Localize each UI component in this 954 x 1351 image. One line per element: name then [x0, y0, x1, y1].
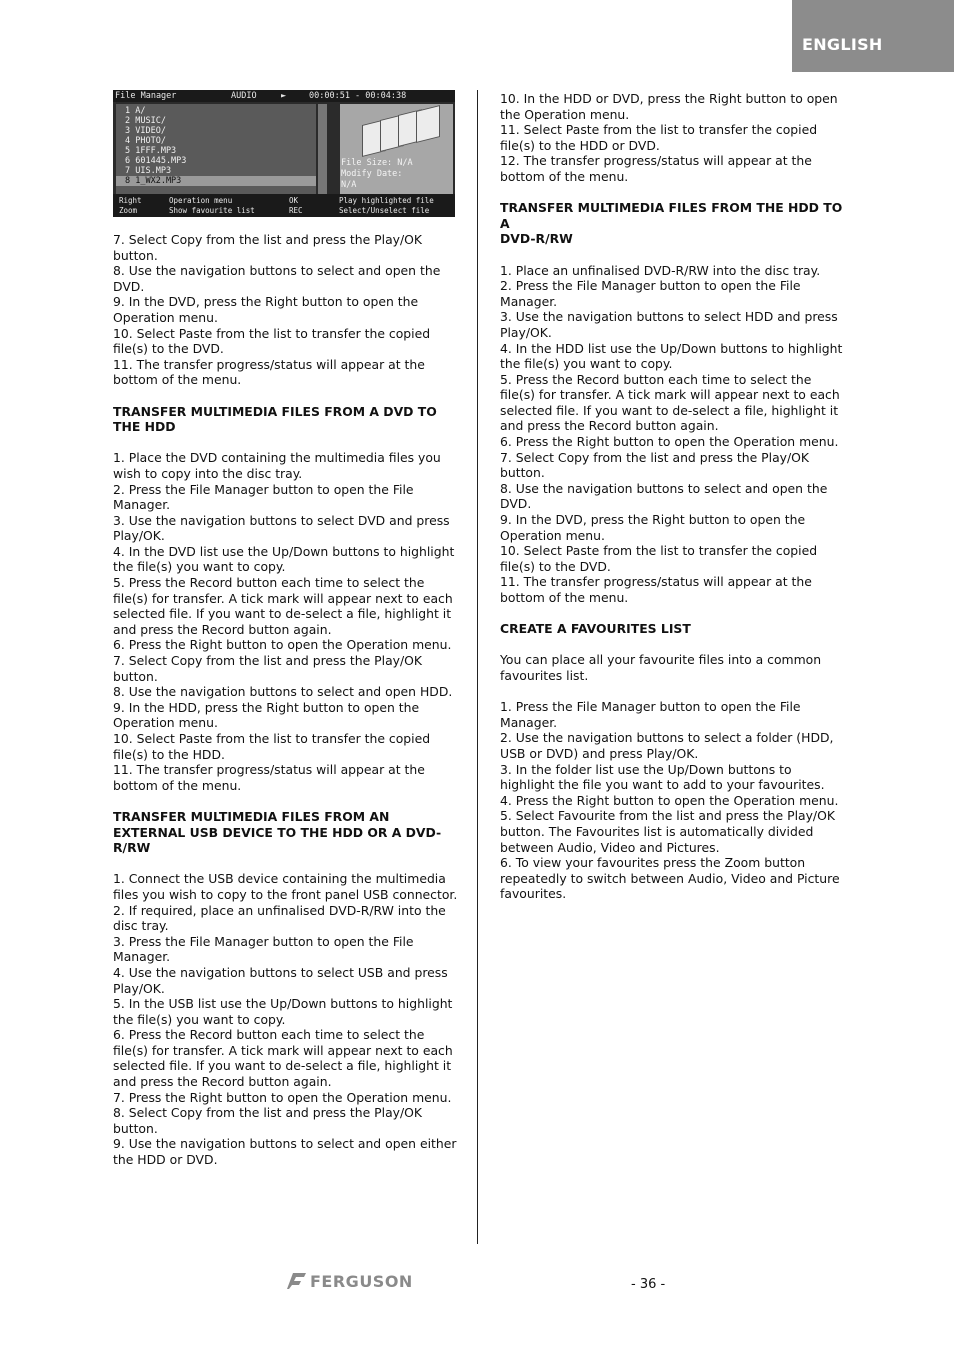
instruction-step: 1. Press the File Manager button to open the File Manager.: [500, 699, 801, 730]
instruction-step: 5. Select Favourite from the list and press the Play/OK button. The Favourites list is automatically divided between Audio, Video and Pictures.: [500, 808, 835, 855]
instruction-step: 7. Select Copy from the list and press the Play/OK button.: [113, 653, 423, 684]
instruction-step: 10. Select Paste from the list to transfer the copied file(s) to the DVD.: [500, 543, 818, 574]
instruction-step: 2. If required, place an unfinalised DVD-R/RW into the disc tray.: [113, 902, 446, 934]
instruction-step: 4. Use the navigation buttons to select USB and press Play/OK.: [113, 964, 448, 996]
instruction-step: 1. Place an unfinalised DVD-R/RW into the disc tray.: [500, 262, 821, 278]
paragraph-spacer: [500, 185, 845, 201]
instruction-step: 1. Connect the USB device containing the multimedia files you wish to copy to the front panel USB connector.: [113, 871, 458, 902]
help-text: Play highlighted file: [339, 196, 434, 205]
paragraph-spacer: [500, 606, 845, 622]
screenshot-top-bar: [113, 90, 455, 102]
instruction-step: 5. In the USB list use the Up/Down buttons to highlight the file(s) you want to copy.: [113, 996, 453, 1027]
paragraph-spacer: [113, 856, 458, 872]
help-key: Zoom: [119, 206, 138, 215]
paragraph-spacer: [113, 435, 458, 451]
instruction-step: 4. In the DVD list use the Up/Down buttons to highlight the file(s) you want to copy.: [113, 543, 455, 575]
instruction-step: 8. Use the navigation buttons to select and open the DVD.: [500, 480, 828, 512]
section-heading: TRANSFER MULTIMEDIA FILES FROM THE HDD TO A: [500, 200, 843, 231]
list-item: 1 A/: [125, 106, 146, 116]
help-key: REC: [289, 206, 303, 215]
column-divider: [477, 90, 478, 1244]
section-heading: TRANSFER MULTIMEDIA FILES FROM A DVD TO THE HDD: [113, 403, 437, 435]
brand-logo: [287, 1270, 413, 1292]
brand-name: FERGUSON: [310, 1271, 413, 1291]
paragraph-spacer: [113, 793, 458, 809]
instruction-step: 3. Use the navigation buttons to select DVD and press Play/OK.: [113, 512, 450, 544]
list-item: 3 VIDEO/: [125, 126, 166, 136]
instruction-step: 4. Press the Right button to open the Operation menu.: [500, 792, 839, 808]
list-item: 7 UIS.MP3: [125, 166, 172, 176]
instruction-step: 4. In the HDD list use the Up/Down buttons to highlight the file(s) you want to copy.: [500, 340, 843, 372]
list-item-selected: 8 1_WX2.MP3: [116, 176, 316, 186]
instruction-step: 6. Press the Right button to open the Operation menu.: [500, 434, 839, 450]
instruction-step: 1. Place the DVD containing the multimedia files you wish to copy into the disc tray.: [113, 450, 441, 481]
instruction-step: 8. Select Copy from the list and press the Play/OK button.: [113, 1105, 423, 1136]
language-label: ENGLISH: [802, 35, 883, 54]
instruction-step: 8. Use the navigation buttons to select and open the DVD.: [113, 263, 441, 294]
instruction-step: 7. Select Copy from the list and press the Play/OK button.: [113, 232, 423, 263]
help-key: OK: [289, 196, 299, 205]
screenshot-scrollbar: [318, 104, 327, 194]
instruction-step: 11. Select Paste from the list to transfer the copied file(s) to the HDD or DVD.: [500, 122, 818, 153]
instruction-step: 5. Press the Record button each time to select the file(s) for transfer. A tick mark will appear next to each selected file. If you want to de-select a file, highlight it and press the Record button again.: [500, 371, 840, 434]
file-manager-screenshot: [113, 90, 455, 217]
instruction-step: 9. In the DVD, press the Right button to open the Operation menu.: [500, 512, 806, 543]
instruction-step: 6. To view your favourites press the Zoom button repeatedly to switch between Audio, Video and Picture favourites.: [500, 855, 840, 902]
screenshot-tab: AUDIO: [231, 91, 257, 101]
screenshot-title: File Manager: [115, 91, 177, 101]
instruction-step: 7. Select Copy from the list and press the Play/OK button.: [500, 449, 810, 481]
instruction-step: 11. The transfer progress/status will appear at the bottom of the menu.: [113, 356, 425, 388]
instruction-step: 11. The transfer progress/status will appear at the bottom of the menu.: [500, 574, 812, 605]
right-column: [500, 91, 845, 902]
screenshot-date-value: N/A: [341, 180, 357, 190]
screenshot-modify-date: Modify Date:: [341, 169, 403, 179]
instruction-step: 2. Use the navigation buttons to select a folder (HDD, USB or DVD) and press Play/OK.: [500, 730, 834, 761]
screenshot-file-size: File Size: N/A: [341, 158, 413, 168]
paragraph-spacer: [500, 684, 845, 700]
section-heading: TRANSFER MULTIMEDIA FILES FROM AN EXTERNAL USB DEVICE TO THE HDD OR A DVD-R/RW: [113, 808, 442, 856]
instruction-step: 10. Select Paste from the list to transfer the copied file(s) to the HDD.: [113, 731, 431, 762]
section-heading: DVD-R/RW: [500, 231, 573, 247]
instruction-step: 11. The transfer progress/status will appear at the bottom of the menu.: [113, 762, 425, 793]
section-heading: CREATE A FAVOURITES LIST: [500, 621, 691, 637]
help-key: Right: [119, 196, 142, 205]
instruction-step: 3. Use the navigation buttons to select HDD and press Play/OK.: [500, 309, 838, 340]
page-number: - 36 -: [631, 1277, 666, 1292]
language-tab: [792, 0, 954, 72]
paragraph-spacer: [500, 247, 845, 263]
screenshot-file-list: [116, 104, 316, 194]
ferguson-logo-icon: [287, 1272, 307, 1290]
instruction-step: 10. In the HDD or DVD, press the Right button to open the Operation menu.: [500, 91, 838, 122]
folder-preview-icon: [340, 104, 453, 194]
paragraph-spacer: [500, 637, 845, 653]
help-text: Show favourite list: [169, 206, 255, 215]
instruction-step: 3. In the folder list use the Up/Down buttons to highlight the file you want to add to your favourites.: [500, 761, 825, 793]
instruction-step: 6. Press the Record button each time to select the file(s) for transfer. A tick mark will appear next to each selected file. If you want to de-select a file, highlight it and press the Record button again.: [113, 1027, 453, 1090]
list-item: 2 MUSIC/: [125, 116, 166, 126]
screenshot-help-bar: [113, 194, 455, 217]
instruction-step: You can place all your favourite files into a common favourites list.: [500, 652, 822, 683]
instruction-step: 7. Press the Right button to open the Operation menu.: [113, 1089, 452, 1105]
instruction-step: 6. Press the Right button to open the Operation menu.: [113, 637, 452, 653]
instruction-step: 10. Select Paste from the list to transfer the copied file(s) to the DVD.: [113, 325, 431, 357]
instruction-step: 9. In the DVD, press the Right button to open the Operation menu.: [113, 294, 419, 325]
instruction-step: 2. Press the File Manager button to open the File Manager.: [113, 481, 414, 513]
instruction-step: 9. Use the navigation buttons to select and open either the HDD or DVD.: [113, 1136, 457, 1168]
instruction-step: 12. The transfer progress/status will appear at the bottom of the menu.: [500, 153, 812, 184]
paragraph-spacer: [113, 388, 458, 404]
instruction-step: 8. Use the navigation buttons to select and open HDD.: [113, 684, 453, 700]
instruction-step: 9. In the HDD, press the Right button to open the Operation menu.: [113, 699, 420, 731]
left-column: [113, 232, 458, 1168]
list-item: 6 601445.MP3: [125, 156, 187, 166]
instruction-step: 2. Press the File Manager button to open the File Manager.: [500, 278, 801, 309]
help-text: Select/Unselect file: [339, 206, 430, 215]
help-text: Operation menu: [169, 196, 233, 205]
list-item: 5 1FFF.MP3: [125, 146, 177, 156]
screenshot-time: 00:00:51 - 00:04:38: [309, 91, 407, 101]
play-icon: ►: [281, 91, 287, 101]
list-item: 4 PHOTO/: [125, 136, 166, 146]
instruction-step: 5. Press the Record button each time to select the file(s) for transfer. A tick mark will appear next to each selected file. If you want to de-select a file, highlight it and press the Record button again.: [113, 575, 453, 637]
instruction-step: 3. Press the File Manager button to open the File Manager.: [113, 933, 414, 965]
